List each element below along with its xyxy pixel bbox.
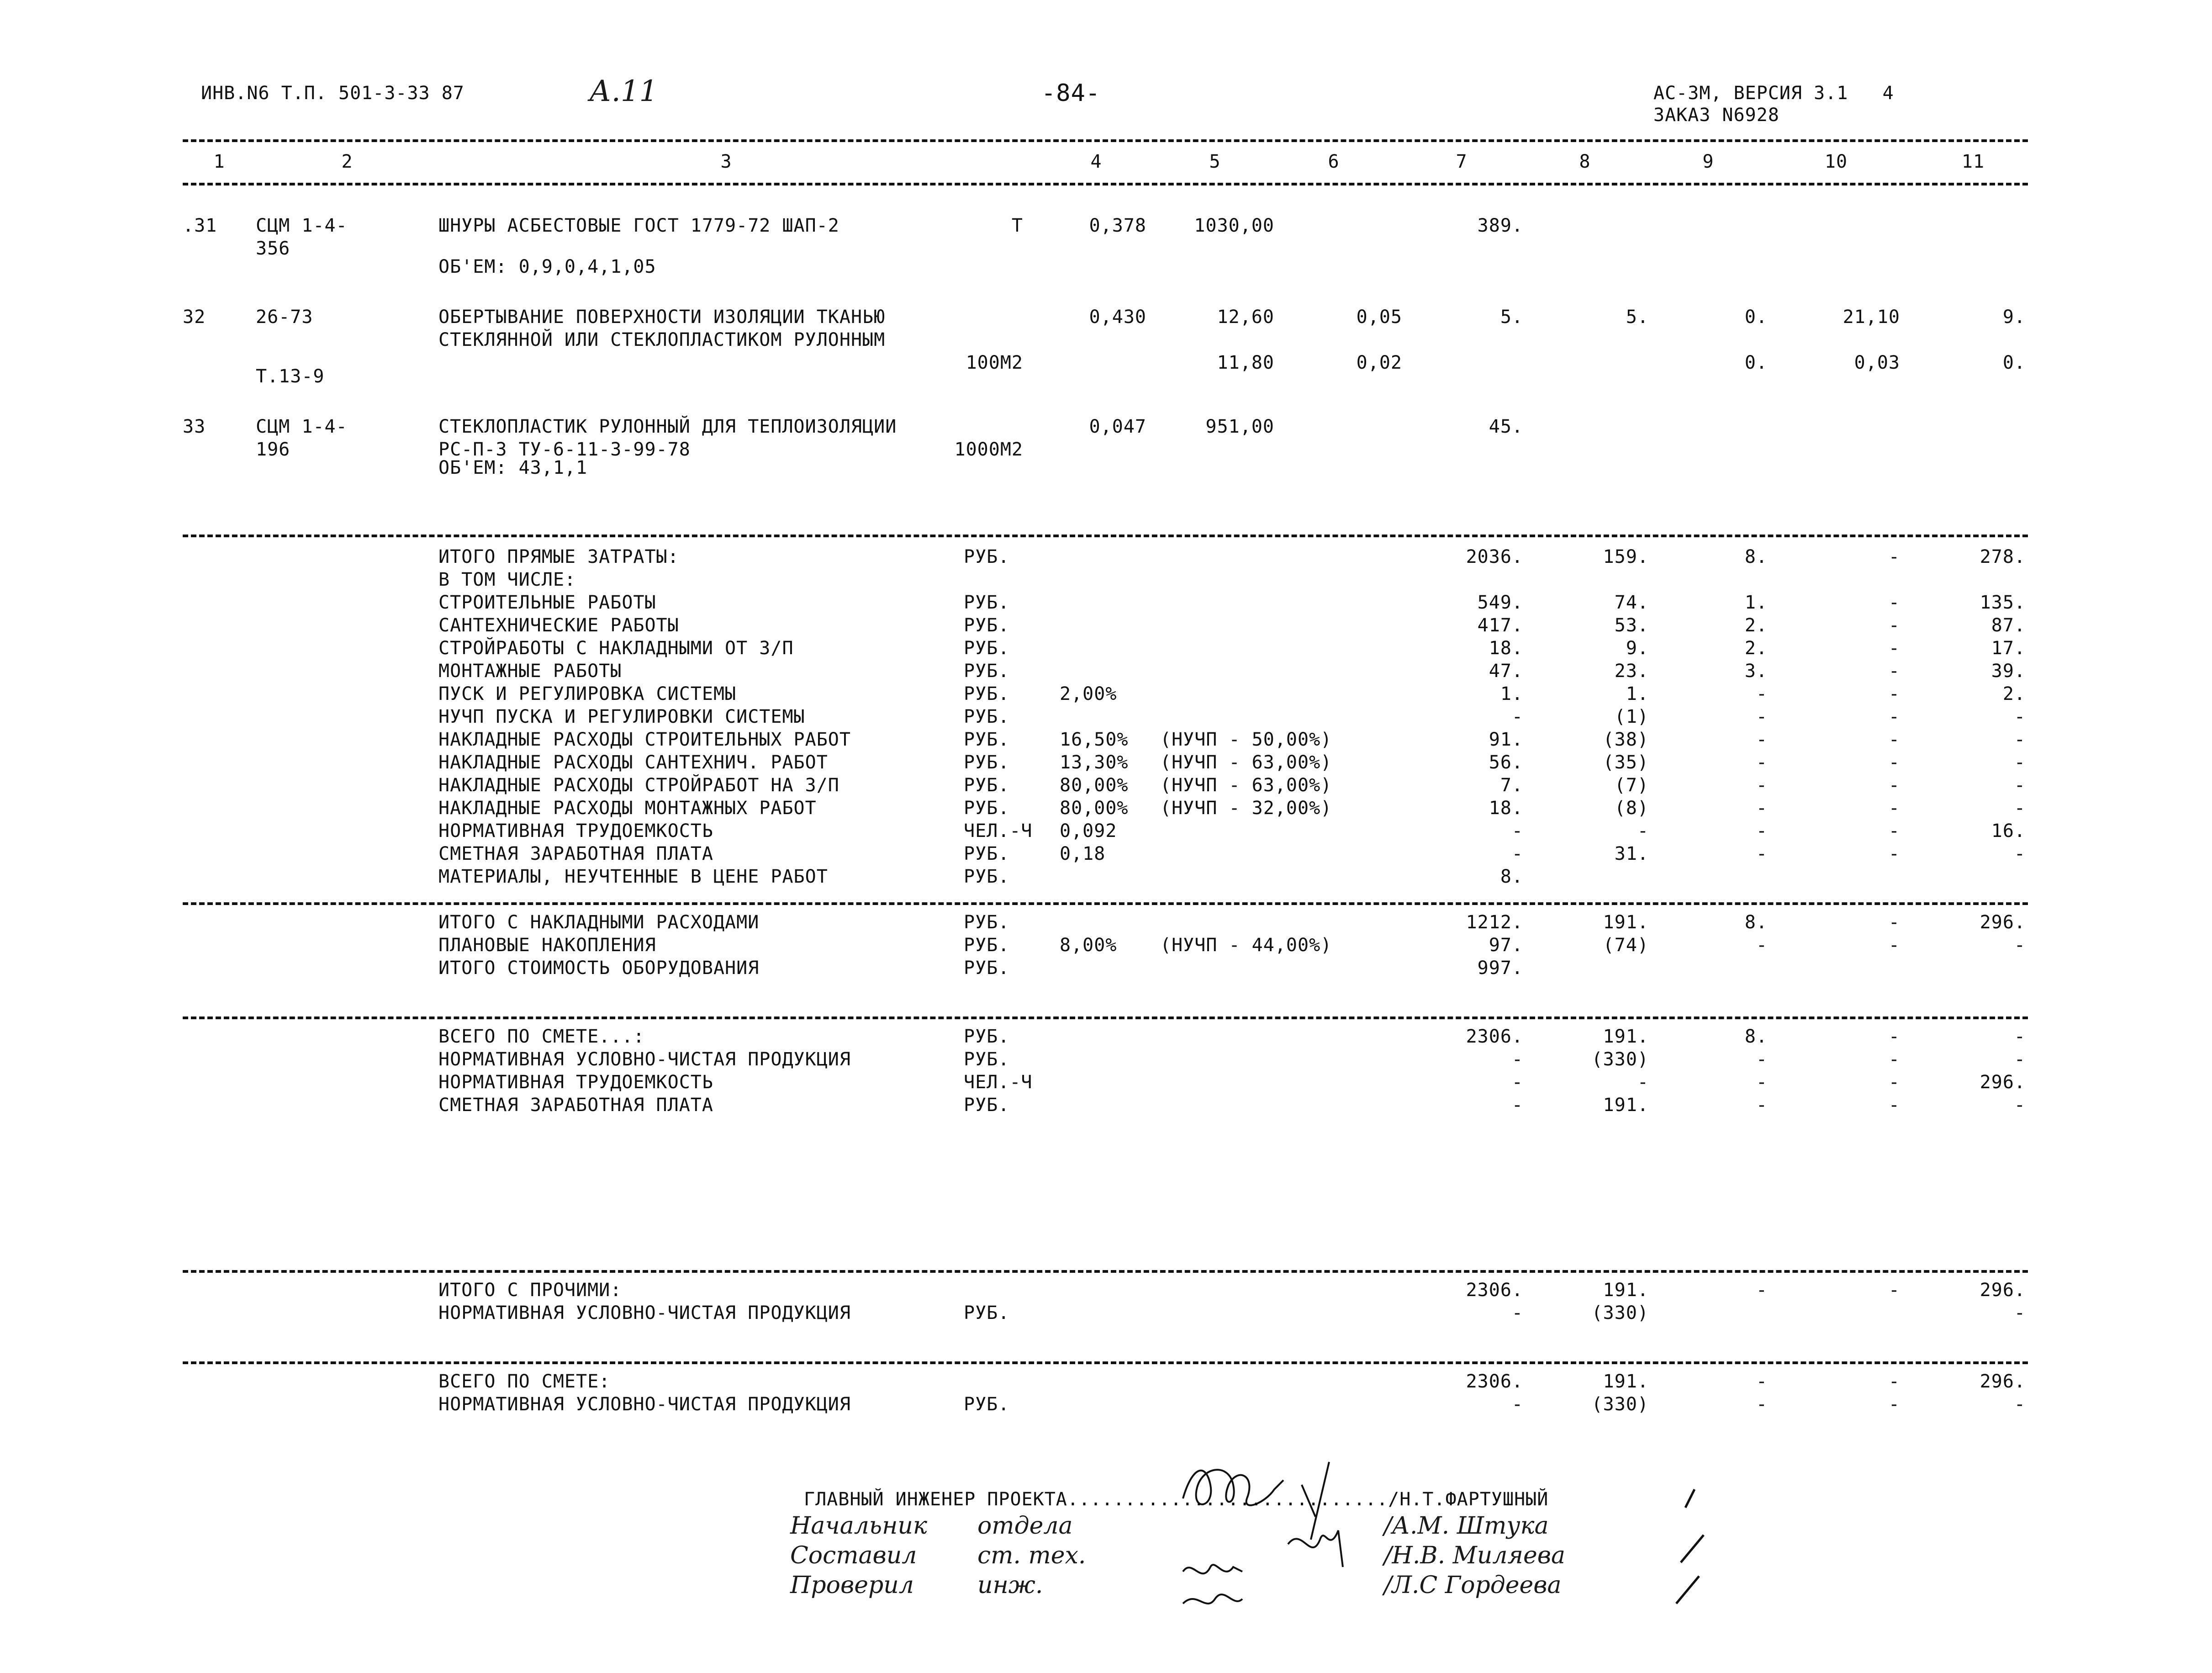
summary-label: НОРМАТИВНАЯ ТРУДОЕМКОСТЬ (438, 821, 713, 842)
summary-unit: РУБ. (964, 546, 1010, 567)
summary-c7: - (1511, 1049, 1523, 1070)
summary-c8: (330) (1591, 1394, 1649, 1415)
item-number: 32 (183, 307, 206, 328)
summary-percent: 80,00% (1060, 775, 1129, 796)
summary-c7: 56. (1489, 752, 1523, 773)
rule-top (183, 139, 2028, 142)
item-description-2: РС-П-3 ТУ-6-11-3-99-78 (438, 439, 691, 460)
summary-c9: - (1756, 752, 1768, 773)
summary-label: СМЕТНАЯ ЗАРАБОТНАЯ ПЛАТА (438, 843, 713, 864)
summary-c8: (7) (1614, 775, 1649, 796)
column-header-4: 4 (1090, 151, 1102, 172)
item-c4: 0,378 (1089, 215, 1146, 236)
summary-c10: - (1888, 683, 1900, 704)
item-description: ШНУРЫ АСБЕСТОВЫЕ ГОСТ 1779-72 ШАП-2 (438, 215, 839, 236)
item-description: ОБЕРТЫВАНИЕ ПОВЕРХНОСТИ ИЗОЛЯЦИИ ТКАНЬЮ (438, 307, 886, 328)
summary-c10: - (1888, 1280, 1900, 1301)
item-c11: 9. (2002, 307, 2026, 328)
summary-c9: 8. (1744, 1026, 1768, 1047)
summary-unit: РУБ. (964, 1026, 1010, 1047)
summary-unit: РУБ. (964, 615, 1010, 636)
summary-c9: 2. (1744, 638, 1768, 659)
summary-c10: - (1888, 912, 1900, 933)
summary-note: (НУЧП - 50,00%) (1160, 729, 1332, 750)
summary-c8: (330) (1591, 1302, 1649, 1324)
item-code-2: 196 (256, 439, 290, 460)
summary-c10: - (1888, 1049, 1900, 1070)
summary-c10: - (1888, 638, 1900, 659)
summary-c9: - (1756, 798, 1768, 819)
item-c5: 951,00 (1205, 416, 1274, 437)
summary-c11: 135. (1980, 592, 2026, 613)
summary-percent: 0,18 (1060, 843, 1106, 864)
summary-c9: 8. (1744, 912, 1768, 933)
summary-label: НОРМАТИВНАЯ ТРУДОЕМКОСТЬ (438, 1072, 713, 1093)
signature-brackets (1653, 1485, 1717, 1622)
summary-c9: 8. (1744, 546, 1768, 567)
summary-note: (НУЧП - 63,00%) (1160, 775, 1332, 796)
summary-c10: - (1888, 729, 1900, 750)
summary-c9: - (1756, 843, 1768, 864)
summary-c7: - (1511, 1072, 1523, 1093)
summary-c10: - (1888, 1394, 1900, 1415)
item-unit: Т (1011, 215, 1023, 236)
rule-below-header (183, 183, 2028, 185)
item-description: СТЕКЛОПЛАСТИК РУЛОННЫЙ ДЛЯ ТЕПЛОИЗОЛЯЦИИ (438, 416, 897, 437)
summary-c11: - (2014, 843, 2026, 864)
summary-label: НАКЛАДНЫЕ РАСХОДЫ МОНТАЖНЫХ РАБОТ (438, 798, 817, 819)
summary-c11: - (2014, 729, 2026, 750)
item-volume: ОБ'ЕМ: 0,9,0,4,1,05 (438, 256, 656, 277)
page-number: -84- (1041, 79, 1101, 107)
column-header-7: 7 (1456, 151, 1468, 172)
summary-c7: 2036. (1466, 546, 1523, 567)
column-header-5: 5 (1209, 151, 1221, 172)
signer-title: отдела (977, 1512, 1073, 1540)
summary-percent: 13,30% (1060, 752, 1129, 773)
summary-label: СТРОИТЕЛЬНЫЕ РАБОТЫ (438, 592, 656, 613)
summary-c10: - (1888, 775, 1900, 796)
summary-c8: 9. (1626, 638, 1649, 659)
item-c8: 5. (1626, 307, 1649, 328)
summary-percent: 16,50% (1060, 729, 1129, 750)
summary-c8: 31. (1614, 843, 1649, 864)
signer-name: /Н.В. Миляева (1384, 1542, 1565, 1569)
summary-c10: - (1888, 661, 1900, 682)
summary-c9: 3. (1744, 661, 1768, 682)
summary-c11: - (2014, 1095, 2026, 1116)
summary-unit: РУБ. (964, 1095, 1010, 1116)
summary-c7: 47. (1489, 661, 1523, 682)
summary-unit: РУБ. (964, 866, 1010, 887)
summary-label: ИТОГО ПРЯМЫЕ ЗАТРАТЫ: (438, 546, 679, 567)
item-code-2: Т.13-9 (256, 366, 325, 387)
summary-c11: 87. (1991, 615, 2026, 636)
summary-c7: 91. (1489, 729, 1523, 750)
item-c10-sub: 0,03 (1854, 352, 1900, 373)
summary-unit: РУБ. (964, 683, 1010, 704)
summary-note: (НУЧП - 63,00%) (1160, 752, 1332, 773)
summary-c8: 191. (1603, 1095, 1649, 1116)
summary-c11: 296. (1980, 1371, 2026, 1392)
summary-c7: - (1511, 821, 1523, 842)
summary-c8: 53. (1614, 615, 1649, 636)
item-c7: 5. (1500, 307, 1523, 328)
summary-c7: 1212. (1466, 912, 1523, 933)
summary-c10: - (1888, 798, 1900, 819)
summary-label: СТРОЙРАБОТЫ С НАКЛАДНЫМИ ОТ З/П (438, 638, 794, 659)
signature-graphic (1165, 1448, 1439, 1631)
summary-unit: РУБ. (964, 798, 1010, 819)
item-c10: 21,10 (1842, 307, 1900, 328)
summary-unit: ЧЕЛ.-Ч (964, 821, 1033, 842)
item-code: 26-73 (256, 307, 313, 328)
item-c6: 0,05 (1356, 307, 1402, 328)
column-header-9: 9 (1702, 151, 1714, 172)
order-number: ЗАКАЗ N6928 (1653, 105, 1779, 126)
summary-note: (НУЧП - 44,00%) (1160, 935, 1332, 956)
summary-label: НАКЛАДНЫЕ РАСХОДЫ САНТЕХНИЧ. РАБОТ (438, 752, 828, 773)
summary-c11: 17. (1991, 638, 2026, 659)
signer-name: /А.М. Штука (1384, 1512, 1549, 1540)
chief-engineer-line: ГЛАВНЫЙ ИНЖЕНЕР ПРОЕКТА............................/Н.Т.ФАРТУШНЫЙ (804, 1489, 1549, 1510)
summary-c11: 16. (1991, 821, 2026, 842)
summary-label: ПЛАНОВЫЕ НАКОПЛЕНИЯ (438, 935, 656, 956)
summary-percent: 2,00% (1060, 683, 1117, 704)
item-c5: 12,60 (1217, 307, 1274, 328)
signer-role: Проверил (790, 1572, 914, 1599)
summary-unit: РУБ. (964, 638, 1010, 659)
item-code: СЦМ 1-4- (256, 416, 348, 437)
summary-c10: - (1888, 615, 1900, 636)
summary-c11: - (2014, 752, 2026, 773)
rule-summary-2 (183, 902, 2028, 905)
summary-c11: 296. (1980, 1280, 2026, 1301)
summary-c7: 1. (1500, 683, 1523, 704)
summary-unit: РУБ. (964, 729, 1010, 750)
summary-percent: 0,092 (1060, 821, 1117, 842)
signer-role: Составил (790, 1542, 917, 1569)
item-c9-sub: 0. (1744, 352, 1768, 373)
summary-c11: - (2014, 1049, 2026, 1070)
summary-label: ИТОГО С ПРОЧИМИ: (438, 1280, 622, 1301)
summary-c10: - (1888, 1072, 1900, 1093)
summary-unit: РУБ. (964, 843, 1010, 864)
summary-c10: - (1888, 592, 1900, 613)
summary-c11: - (2014, 1302, 2026, 1324)
summary-unit: РУБ. (964, 912, 1010, 933)
summary-c11: - (2014, 1394, 2026, 1415)
rule-summary-5 (183, 1361, 2028, 1364)
item-c5: 1030,00 (1194, 215, 1274, 236)
summary-c7: 97. (1489, 935, 1523, 956)
item-number: 33 (183, 416, 206, 437)
summary-unit: РУБ. (964, 1049, 1010, 1070)
summary-c11: 39. (1991, 661, 2026, 682)
summary-c9: - (1756, 775, 1768, 796)
summary-c7: 997. (1477, 958, 1523, 979)
summary-label: ИТОГО С НАКЛАДНЫМИ РАСХОДАМИ (438, 912, 760, 933)
summary-c7: 417. (1477, 615, 1523, 636)
summary-unit: РУБ. (964, 1302, 1010, 1324)
summary-unit: РУБ. (964, 706, 1010, 727)
summary-c7: 18. (1489, 638, 1523, 659)
summary-percent: 80,00% (1060, 798, 1129, 819)
summary-c8: 1. (1626, 683, 1649, 704)
summary-c9: - (1756, 1394, 1768, 1415)
item-c7: 45. (1489, 416, 1523, 437)
summary-c8: - (1637, 1072, 1649, 1093)
summary-c9: - (1756, 1049, 1768, 1070)
summary-c7: - (1511, 1394, 1523, 1415)
summary-label: НУЧП ПУСКА И РЕГУЛИРОВКИ СИСТЕМЫ (438, 706, 805, 727)
summary-c9: - (1756, 1280, 1768, 1301)
summary-c11: - (2014, 1026, 2026, 1047)
summary-c8: 74. (1614, 592, 1649, 613)
summary-c7: - (1511, 1095, 1523, 1116)
summary-unit: РУБ. (964, 661, 1010, 682)
summary-c11: 2. (2002, 683, 2026, 704)
column-header-6: 6 (1328, 151, 1340, 172)
summary-c9: - (1756, 821, 1768, 842)
summary-label: НАКЛАДНЫЕ РАСХОДЫ СТРОИТЕЛЬНЫХ РАБОТ (438, 729, 851, 750)
summary-c8: 23. (1614, 661, 1649, 682)
summary-unit: РУБ. (964, 958, 1010, 979)
column-header-8: 8 (1579, 151, 1591, 172)
summary-label: НОРМАТИВНАЯ УСЛОВНО-ЧИСТАЯ ПРОДУКЦИЯ (438, 1049, 851, 1070)
signer-role: Начальник (790, 1512, 927, 1540)
summary-unit: РУБ. (964, 592, 1010, 613)
item-c4: 0,047 (1089, 416, 1146, 437)
summary-label: НОРМАТИВНАЯ УСЛОВНО-ЧИСТАЯ ПРОДУКЦИЯ (438, 1394, 851, 1415)
summary-c11: - (2014, 775, 2026, 796)
item-c6-sub: 0,02 (1356, 352, 1402, 373)
summary-c10: - (1888, 821, 1900, 842)
rule-summary-4 (183, 1270, 2028, 1273)
summary-c9: - (1756, 1371, 1768, 1392)
summary-c7: - (1511, 843, 1523, 864)
summary-c8: 191. (1603, 1280, 1649, 1301)
summary-label: В ТОМ ЧИСЛЕ: (438, 569, 576, 590)
summary-percent: 8,00% (1060, 935, 1117, 956)
item-c7: 389. (1477, 215, 1523, 236)
summary-c11: 296. (1980, 912, 2026, 933)
summary-label: НАКЛАДНЫЕ РАСХОДЫ СТРОЙРАБОТ НА З/П (438, 775, 839, 796)
summary-note: (НУЧП - 32,00%) (1160, 798, 1332, 819)
summary-unit: ЧЕЛ.-Ч (964, 1072, 1033, 1093)
item-description-2: СТЕКЛЯННОЙ ИЛИ СТЕКЛОПЛАСТИКОМ РУЛОННЫМ (438, 329, 886, 350)
summary-c7: 2306. (1466, 1280, 1523, 1301)
summary-c11: 278. (1980, 546, 2026, 567)
column-header-11: 11 (1961, 151, 1985, 172)
document-reference: ИНВ.N6 Т.П. 501-3-33 87 (201, 83, 465, 104)
handwritten-sheet-mark: А.11 (589, 74, 658, 108)
summary-label: ИТОГО СТОИМОСТЬ ОБОРУДОВАНИЯ (438, 958, 760, 979)
summary-c9: - (1756, 1072, 1768, 1093)
summary-c9: - (1756, 1095, 1768, 1116)
summary-label: НОРМАТИВНАЯ УСЛОВНО-ЧИСТАЯ ПРОДУКЦИЯ (438, 1302, 851, 1324)
summary-c8: 191. (1603, 1026, 1649, 1047)
item-code: СЦМ 1-4- (256, 215, 348, 236)
summary-c10: - (1888, 706, 1900, 727)
summary-c11: 296. (1980, 1072, 2026, 1093)
summary-c7: - (1511, 706, 1523, 727)
rule-summary-3 (183, 1017, 2028, 1019)
summary-c8: (1) (1614, 706, 1649, 727)
summary-c11: - (2014, 706, 2026, 727)
item-code-2: 356 (256, 238, 290, 259)
item-number: .31 (183, 215, 217, 236)
summary-c8: (8) (1614, 798, 1649, 819)
summary-c7: 2306. (1466, 1371, 1523, 1392)
summary-c10: - (1888, 752, 1900, 773)
summary-c7: 8. (1500, 866, 1523, 887)
signer-name: /Л.С Гордеева (1384, 1572, 1562, 1599)
item-unit: 100М2 (966, 352, 1023, 373)
summary-c7: 18. (1489, 798, 1523, 819)
summary-unit: РУБ. (964, 752, 1010, 773)
summary-c7: 549. (1477, 592, 1523, 613)
summary-c8: (38) (1603, 729, 1649, 750)
summary-c8: 191. (1603, 1371, 1649, 1392)
summary-c8: (74) (1603, 935, 1649, 956)
summary-label: ВСЕГО ПО СМЕТЕ: (438, 1371, 611, 1392)
summary-c10: - (1888, 1371, 1900, 1392)
column-header-2: 2 (341, 151, 353, 172)
summary-unit: РУБ. (964, 935, 1010, 956)
column-header-3: 3 (720, 151, 732, 172)
summary-c8: (330) (1591, 1049, 1649, 1070)
summary-c7: - (1511, 1302, 1523, 1324)
summary-c9: - (1756, 683, 1768, 704)
item-c11-sub: 0. (2002, 352, 2026, 373)
summary-c9: - (1756, 706, 1768, 727)
summary-c8: 191. (1603, 912, 1649, 933)
summary-c8: 159. (1603, 546, 1649, 567)
summary-unit: РУБ. (964, 1394, 1010, 1415)
signer-title: ст. тех. (977, 1542, 1086, 1569)
summary-c10: - (1888, 1026, 1900, 1047)
summary-c7: 7. (1500, 775, 1523, 796)
summary-c10: - (1888, 935, 1900, 956)
summary-c11: - (2014, 935, 2026, 956)
item-unit: 1000М2 (954, 439, 1023, 460)
item-c5-sub: 11,80 (1217, 352, 1274, 373)
summary-label: МАТЕРИАЛЫ, НЕУЧТЕННЫЕ В ЦЕНЕ РАБОТ (438, 866, 828, 887)
signer-title: инж. (977, 1572, 1043, 1599)
summary-label: ВСЕГО ПО СМЕТЕ...: (438, 1026, 645, 1047)
item-c9: 0. (1744, 307, 1768, 328)
summary-label: СМЕТНАЯ ЗАРАБОТНАЯ ПЛАТА (438, 1095, 713, 1116)
summary-c9: 1. (1744, 592, 1768, 613)
summary-c10: - (1888, 546, 1900, 567)
column-header-1: 1 (213, 151, 225, 172)
summary-c10: - (1888, 843, 1900, 864)
item-volume: ОБ'ЕМ: 43,1,1 (438, 457, 588, 478)
item-c4: 0,430 (1089, 307, 1146, 328)
summary-c9: - (1756, 729, 1768, 750)
summary-label: САНТЕХНИЧЕСКИЕ РАБОТЫ (438, 615, 679, 636)
summary-c8: (35) (1603, 752, 1649, 773)
summary-c10: - (1888, 1095, 1900, 1116)
rule-summary-1 (183, 535, 2028, 537)
summary-c11: - (2014, 798, 2026, 819)
summary-c9: 2. (1744, 615, 1768, 636)
summary-label: ПУСК И РЕГУЛИРОВКА СИСТЕМЫ (438, 683, 737, 704)
summary-c9: - (1756, 935, 1768, 956)
summary-label: МОНТАЖНЫЕ РАБОТЫ (438, 661, 622, 682)
summary-c7: 2306. (1466, 1026, 1523, 1047)
summary-unit: РУБ. (964, 775, 1010, 796)
summary-c8: - (1637, 821, 1649, 842)
version-label: АС-3М, ВЕРСИЯ 3.1 4 (1653, 83, 1894, 104)
column-header-10: 10 (1824, 151, 1848, 172)
